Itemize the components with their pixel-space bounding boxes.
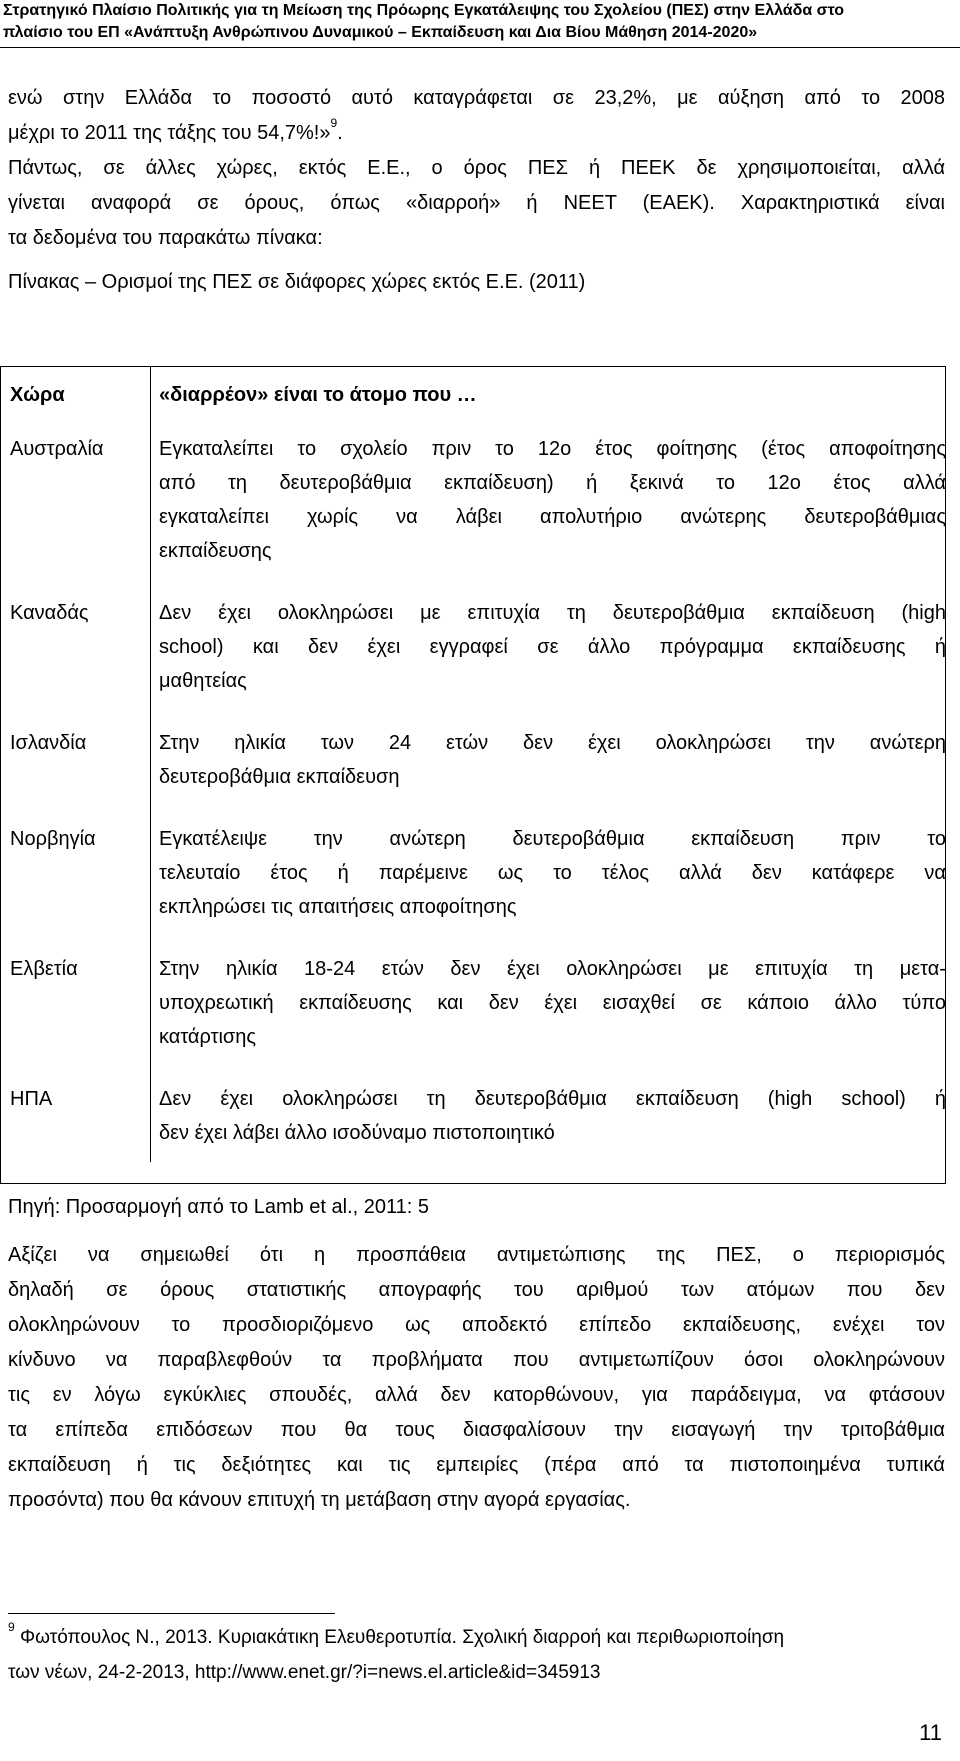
definition-line: τελευταίο έτος ή παρέμεινε ως το τέλος αλλά δεν κατάφερε να [159,862,946,884]
header-divider [0,47,960,48]
definition-cell [151,812,947,942]
header-line-2: πλαίσιο του ΕΠ «Ανάπτυξη Ανθρώπινου Δυναμικού – Εκπαίδευση και Δια Βίου Μάθηση 2014-2020» [3,24,758,41]
table-source [8,1190,945,1225]
country-cell: Ισλανδία [0,716,151,812]
footnote-number: 9 [8,1620,15,1634]
definition-line: εκπληρώσει τις απαιτήσεις αποφοίτησης [159,896,517,918]
definition-line: υποχρεωτική εκπαίδευσης και δεν έχει εισαχθεί σε κάποιο άλλο τύπο [159,992,946,1014]
intro-paragraph [8,81,945,151]
para3-line: ολοκληρώνουν το προσδιοριζόμενο ως αποδεκτό επίπεδο εκπαίδευσης, ενέχει τον [8,1314,945,1336]
para2-line-2: γίνεται αναφορά σε όρους, όπως «διαρροή» ή NEET (ΕΑΕΚ). Χαρακτηριστικά είναι [8,192,945,214]
para2-line-3: τα δεδομένα του παρακάτω πίνακα: [8,227,323,249]
table-caption [8,265,945,300]
definition-line: δευτεροβάθμια εκπαίδευση [159,766,400,788]
header-line-1: Στρατηγικό Πλαίσιο Πολιτικής για τη Μείωση της Πρόωρης Εγκατάλειψης του Σχολείου (ΠΕΣ) στην Ελλάδα στο [3,2,845,19]
definition-line: μαθητείας [159,670,247,692]
country-cell: Ελβετία [0,942,151,1072]
definition-line: Στην ηλικία των 24 ετών δεν έχει ολοκληρώσει την ανώτερη [159,732,946,754]
para2-line-1: Πάντως, σε άλλες χώρες, εκτός Ε.Ε., ο όρος ΠΕΣ ή ΠΕΕΚ δε χρησιμοποιείται, αλλά [8,157,945,179]
table-header-country: Χώρα [0,366,151,422]
definition-line: Εγκατέλειψε την ανώτερη δευτεροβάθμια εκπαίδευση πριν το [159,828,946,850]
para3-line: προσόντα) που θα κάνουν επιτυχή τη μετάβαση στην αγορά εργασίας. [8,1489,631,1511]
document-header [0,0,960,44]
table-row [0,422,946,586]
table-row [0,586,946,716]
intro-line-1: ενώ στην Ελλάδα το ποσοστό αυτό καταγράφεται σε 23,2%, με αύξηση από το 2008 [8,87,945,109]
definition-line: Δεν έχει ολοκληρώσει τη δευτεροβάθμια εκπαίδευση (high school) ή [159,1088,946,1110]
definition-cell [151,586,947,716]
para3-line: δηλαδή σε όρους στατιστικής απογραφής του αριθμού των ατόμων που δεν [8,1279,945,1301]
intro-line-2 [8,116,945,151]
definition-line: εγκαταλείπει χωρίς να λάβει απολυτήριο ανώτερης δευτεροβάθμιας [159,506,946,528]
definition-line: school) και δεν έχει εγγραφεί σε άλλο πρόγραμμα εκπαίδευσης ή [159,636,946,658]
definition-line: από τη δευτεροβάθμια εκπαίδευση) ή ξεκινά το 12ο έτος αλλά [159,472,946,494]
footnote-ref-9[interactable]: 9 [330,116,338,130]
footnote-separator [8,1613,335,1614]
country-cell: ΗΠΑ [0,1072,151,1162]
definition-cell [151,422,947,586]
intro-line-2-text: μέχρι το 2011 της τάξης του 54,7%!» [8,122,331,144]
definitions-table [0,366,946,1162]
table-row [0,1072,946,1162]
country-cell: Αυστραλία [0,422,151,586]
para3-line: τις εν λόγω εγκύκλιες σπουδές, αλλά δεν κατορθώνουν, για παράδειγμα, να φτάσουν [8,1384,945,1406]
table-source-text: Πηγή: Προσαρμογή από το Lamb et al., 2011: 5 [8,1196,429,1218]
definition-line: κατάρτισης [159,1026,257,1048]
definition-line: δεν έχει λάβει άλλο ισοδύναμο πιστοποιητικό [159,1122,555,1144]
intro-line-2-end: . [337,122,343,144]
para3-line: Αξίζει να σημειωθεί ότι η προσπάθεια αντιμετώπισης της ΠΕΣ, ο περιορισμός [8,1244,945,1266]
table-row [0,942,946,1072]
page-number: 11 [919,1720,942,1745]
country-cell: Καναδάς [0,586,151,716]
definition-line: Στην ηλικία 18-24 ετών δεν έχει ολοκληρώσει με επιτυχία τη μετα- [159,958,946,980]
paragraph-other-countries [8,151,945,256]
table-header-row [0,366,946,422]
table-caption-text: Πίνακας – Ορισμοί της ΠΕΣ σε διάφορες χώρες εκτός Ε.Ε. (2011) [8,271,586,293]
table-border-bottom [0,1183,946,1184]
para3-line: τα επίπεδα επιδόσεων που θα τους διασφαλίσουν την εισαγωγή την τριτοβάθμια [8,1419,945,1441]
definition-line: Εγκαταλείπει το σχολείο πριν το 12ο έτος φοίτησης (έτος αποφοίτησης [159,438,946,460]
table-row [0,716,946,812]
table-row [0,812,946,942]
paragraph-note [8,1238,945,1518]
definition-line: Δεν έχει ολοκληρώσει με επιτυχία τη δευτεροβάθμια εκπαίδευση (high [159,602,946,624]
definition-cell [151,1072,947,1162]
definition-line: εκπαίδευσης [159,540,272,562]
country-cell: Νορβηγία [0,812,151,942]
footnote-line-1 [8,1620,954,1655]
definition-cell [151,716,947,812]
para3-line: κίνδυνο να παραβλεφθούν τα προβλήματα που αντιμετωπίζουν όσοι ολοκληρώνουν [8,1349,945,1371]
para3-line: εκπαίδευση ή τις δεξιότητες και τις εμπειρίες (πέρα από τα πιστοποιημένα τυπικά [8,1454,945,1476]
table-header-definition: «διαρρέον» είναι το άτομο που … [159,384,477,406]
footnote [8,1620,954,1690]
footnote-text: Φωτόπουλος Ν., 2013. Κυριακάτικη Ελευθεροτυπία. Σχολική διαρροή και περιθωριοποίηση [19,1627,785,1648]
footnote-line-2[interactable]: των νέων, 24-2-2013, http://www.enet.gr/?i=news.el.article&id=345913 [8,1662,601,1683]
definition-cell [151,942,947,1072]
